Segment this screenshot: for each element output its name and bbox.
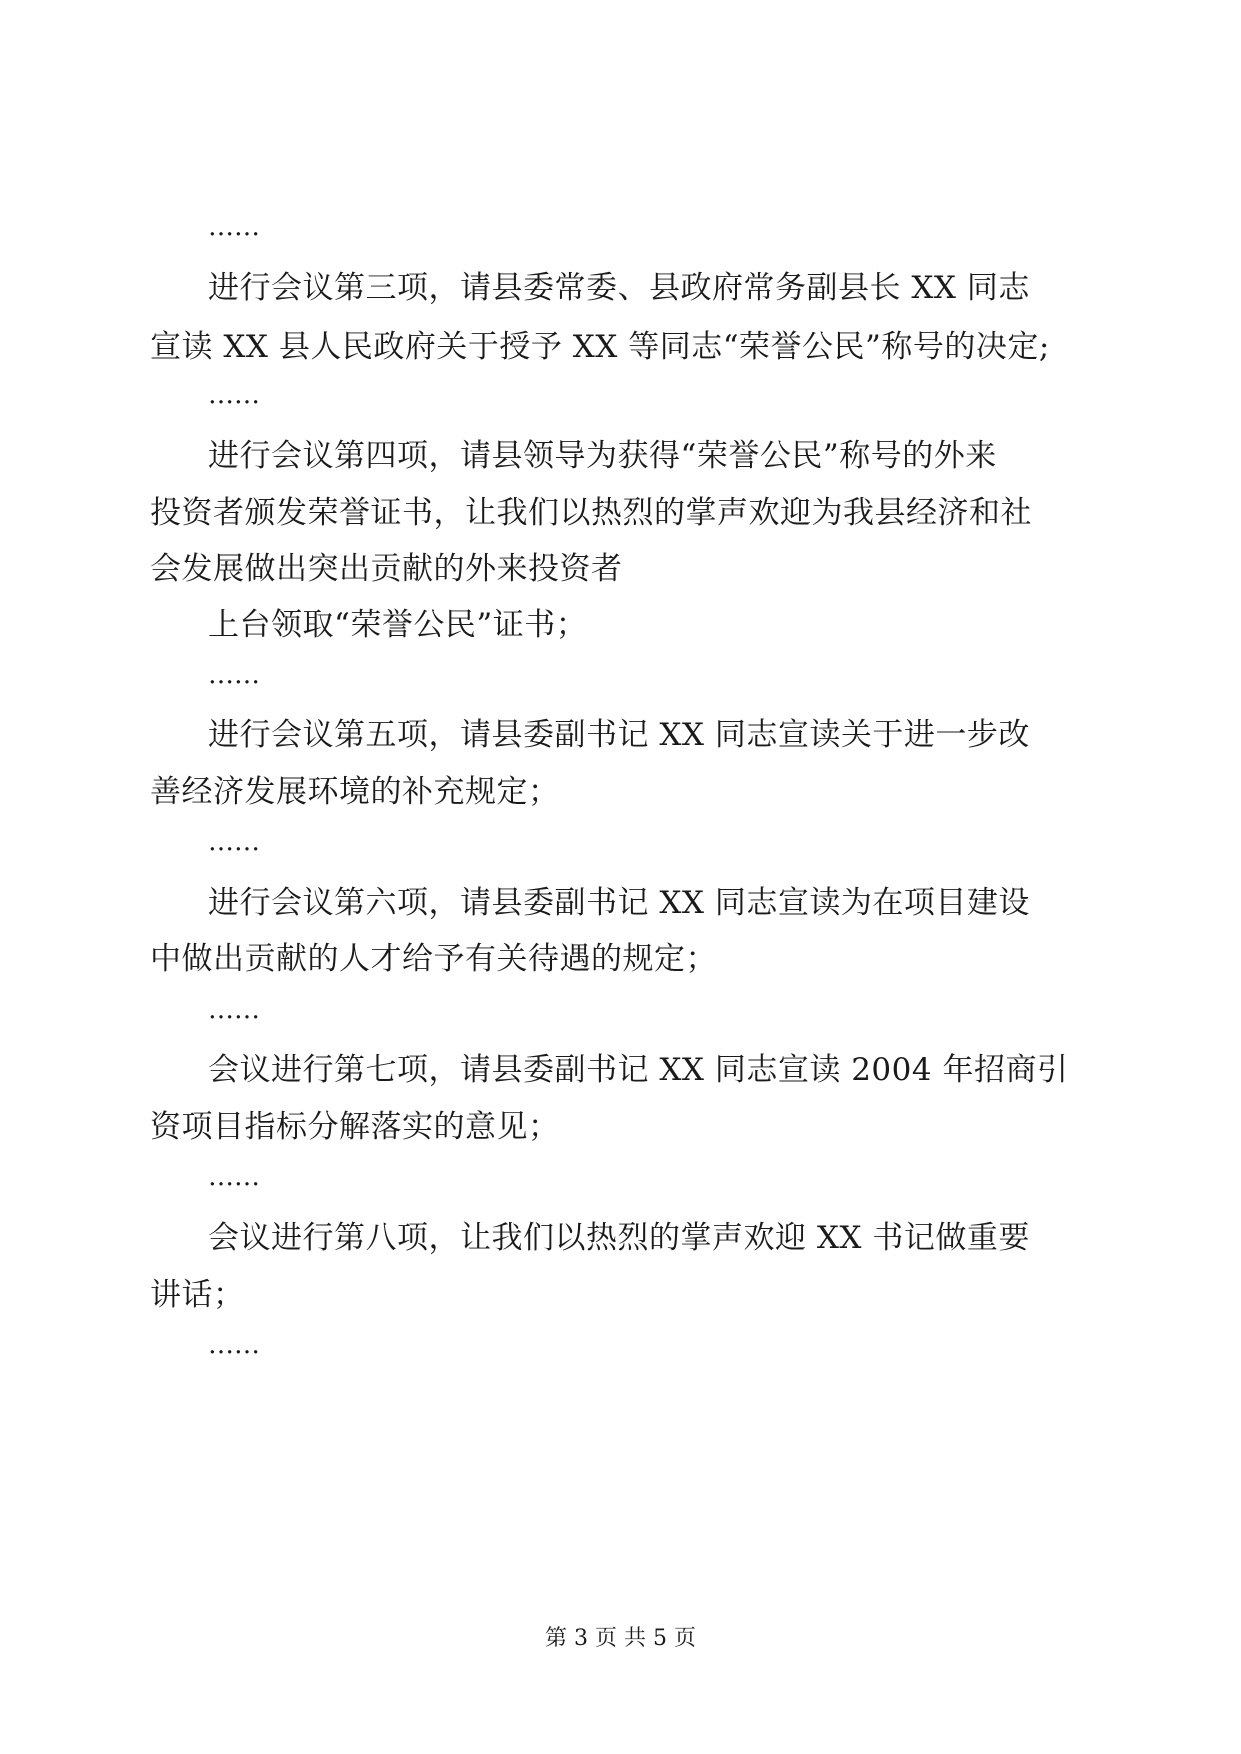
paragraph-line: 进行会议第六项，请县委副书记 XX 同志宣读为在项目建设 <box>208 885 1030 921</box>
paragraph-line: 宣读 XX 县人民政府关于授予 XX 等同志“荣誉公民”称号的决定; <box>150 329 1050 365</box>
ellipsis-line: …… <box>208 380 260 410</box>
paragraph-line: 投资者颁发荣誉证书，让我们以热烈的掌声欢迎为我县经济和社 <box>150 495 1032 531</box>
paragraph-line: 进行会议第四项，请县领导为获得“荣誉公民”称号的外来 <box>208 438 997 474</box>
paragraph-line: 讲话； <box>150 1277 245 1313</box>
paragraph-line: 会议进行第八项，让我们以热烈的掌声欢迎 XX 书记做重要 <box>208 1220 1030 1256</box>
paragraph-line: 善经济发展环境的补充规定； <box>150 774 560 810</box>
ellipsis-line: …… <box>208 995 260 1025</box>
ellipsis-line: …… <box>208 212 260 242</box>
ellipsis-line: …… <box>208 660 260 690</box>
ellipsis-line: …… <box>208 1330 260 1360</box>
ellipsis-line: …… <box>208 827 260 857</box>
paragraph-line: 会议进行第七项，请县委副书记 XX 同志宣读 2004 年招商引 <box>208 1052 1069 1088</box>
page-footer: 第 3 页 共 5 页 <box>545 1626 696 1651</box>
ellipsis-line: …… <box>208 1162 260 1192</box>
paragraph-line: 会发展做出突出贡献的外来投资者 <box>150 551 623 587</box>
paragraph-line: 进行会议第五项，请县委副书记 XX 同志宣读关于进一步改 <box>208 717 1030 753</box>
paragraph-line: 资项目指标分解落实的意见； <box>150 1109 560 1145</box>
paragraph-line: 上台领取“荣誉公民”证书； <box>208 607 588 643</box>
paragraph-line: 进行会议第三项，请县委常委、县政府常务副县长 XX 同志 <box>208 270 1030 306</box>
paragraph-line: 中做出贡献的人才给予有关待遇的规定； <box>150 941 717 977</box>
